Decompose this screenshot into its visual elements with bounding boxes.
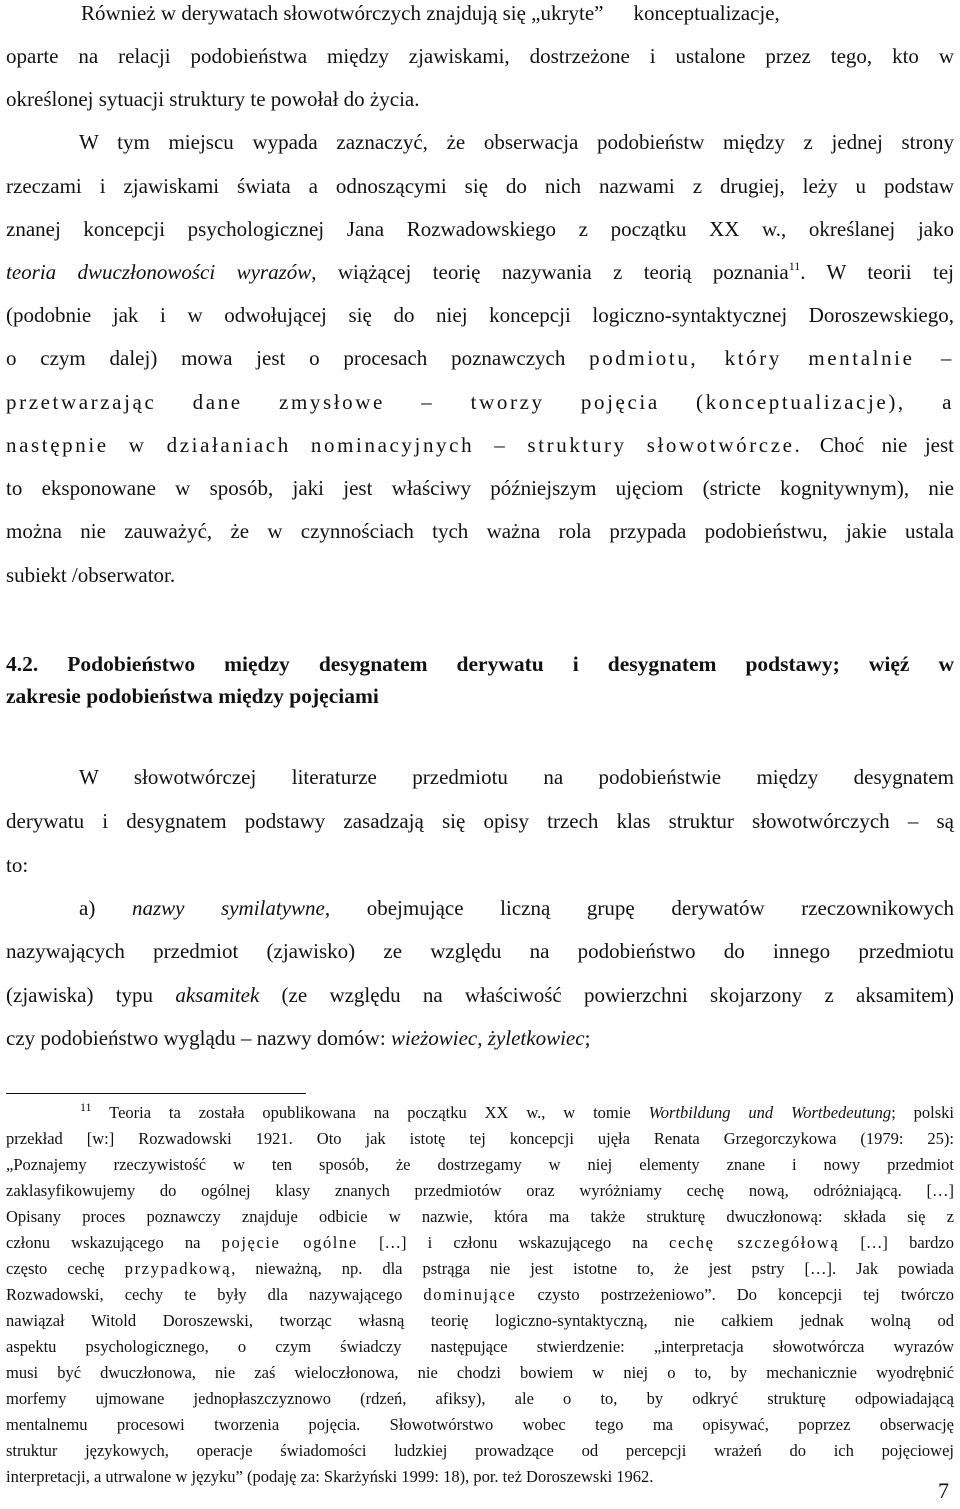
text-segment: (ze względu na właściwość powierzchni skojarzony z aksamitem) [259, 983, 954, 1007]
footnote-line: aspektu psychologicznego, o czym świadczy następujące stwierdzenie: „interpretacja słowotwórcza wyrazów [6, 1337, 954, 1356]
paragraph-line: znanej koncepcji psychologicznej Jana Rozwadowskiego z początku XX w., określanej jako [6, 217, 954, 241]
footnote-line [6, 1259, 954, 1279]
spaced-emphasis: cechę szczegółową [669, 1233, 840, 1252]
footnote-line: zaklasyfikowujemy do ogólnej klasy znanych przedmiotów oraz wyróżniamy cechę nową, odróżniającą. […] [6, 1181, 954, 1200]
paragraph-line: określonej sytuacji struktury te powołał do życia. [6, 87, 420, 111]
footnote-line: Opisany proces poznawczy znajduje odbicie w nazwie, która ma także strukturę dwuczłonową: składa się z [6, 1207, 954, 1226]
paragraph-line: przetwarzając dane zmysłowe – tworzy pojęcia (konceptualizacje), a [6, 390, 954, 414]
footnote-line: nawiązał Witold Doroszewski, tworząc własną teorię logiczno-syntaktyczną, nie całkiem jednak wolną od [6, 1311, 954, 1330]
text-segment: , nieważną, np. dla pstrąga nie jest istotne to, że jest pstry […]. Jak powiada [231, 1259, 954, 1278]
paragraph-line: derywatu i desygnatem podstawy zasadzają się opisy trzech klas struktur słowotwórczych – są [6, 809, 954, 833]
paragraph-line [6, 259, 954, 285]
paragraph-line: to eksponowane w sposób, jaki jest właściwy późniejszym ujęciom (stricte kognitywnym), nie [6, 476, 954, 500]
paragraph-line: rzeczami i zjawiskami świata a odnoszącymi się do nich nazwami z drugiej, leży u podstaw [6, 174, 954, 198]
text-segment: o czym dalej) mowa jest o procesach poznawczych [6, 346, 566, 370]
paragraph-line [6, 345, 954, 371]
text-segment: ; polski [891, 1103, 954, 1122]
paragraph-line: można nie zauważyć, że w czynnościach tych ważna rola przypada podobieństwu, jakie ustala [6, 519, 954, 543]
page-number: 7 [938, 1478, 949, 1503]
paragraph-line [6, 1025, 954, 1051]
italic-term: wieżowiec [390, 1026, 478, 1050]
text-segment: Choć nie jest [802, 433, 954, 457]
text-segment: czysto postrzeżeniowo”. Do koncepcji tej twórczo [516, 1285, 954, 1304]
footnote-line: przekład [w:] Rozwadowski 1921. Oto jak istotę tej koncepcji ujęła Renata Grzegorczykowa (1979: 25): [6, 1129, 954, 1148]
footnote-line: mentalnemu procesowi tworzenia pojęcia. Słowotwórstwo wobec tego ma opisywać, poprzez obserwację [6, 1415, 954, 1434]
spaced-emphasis: przypadkową [124, 1259, 232, 1278]
text-segment: […] i członu wskazującego na [357, 1233, 670, 1252]
paragraph-line: to: [6, 853, 29, 877]
footnote-line: morfemy ujmowane jednopłaszczyznowo (rdzeń, afiksy), ale o to, by odkryć strukturę odpowiadającą [6, 1389, 954, 1408]
text-segment: , wiążącej teorię nazywania z teorią poznania [311, 260, 789, 284]
paragraph-line: W tym miejscu wypada zaznaczyć, że obserwacja podobieństw między z jednej strony [79, 130, 954, 154]
footnote-line: „Poznajemy rzeczywistość w ten sposób, że dostrzegamy w niej elementy znane i nowy przedmiot [6, 1155, 954, 1174]
text-segment: czy podobieństwo wyglądu – nazwy domów: [6, 1026, 391, 1050]
text-segment: , obejmujące liczną grupę derywatów rzeczownikowych [324, 896, 955, 920]
italic-term: aksamitek [175, 983, 260, 1007]
footnote-line: musi być dwuczłonowa, nie zaś wieloczłonowa, nie chodzi bowiem w niej o to, by mechanicznie wyodrębnić [6, 1363, 954, 1382]
footnote-line: interpretacji, a utrwalone w języku” (podaję za: Skarżyński 1999: 18), por. też Doroszewski 1962. [6, 1467, 654, 1486]
footnote-line [80, 1100, 954, 1123]
text-segment: Rozwadowski, cechy te były dla nazywającego [6, 1285, 424, 1304]
footnote-line: struktur językowych, operacje świadomości ludzkiej prowadzące od percepcji wrażeń do ich pojęciowej [6, 1441, 954, 1460]
text-segment: Teoria ta została opublikowana na początku XX w., w tomie [91, 1103, 649, 1122]
paragraph-line: oparte na relacji podobieństwa między zjawiskami, dostrzeżone i ustalone przez tego, kto w [6, 44, 954, 68]
paragraph-line: subiekt /obserwator. [6, 563, 176, 587]
italic-title: Wortbildung und Wortbedeutung [648, 1103, 892, 1122]
text-segment: . W teorii tej [800, 260, 955, 284]
paragraph-line: (podobnie jak i w odwołującej się do niej koncepcji logiczno-syntaktycznej Doroszewskiego, [6, 303, 954, 327]
text-segment: (zjawiska) typu [6, 983, 176, 1007]
italic-term: nazwy symilatywne [131, 896, 325, 920]
text-segment: Również w derywatach słowotwórczych znajdują się „ukryte” [81, 1, 604, 25]
paragraph-line: W słowotwórczej literaturze przedmiotu na podobieństwie między desygnatem [79, 765, 954, 789]
text-segment: często cechę [6, 1259, 125, 1278]
text-segment: członu wskazującego na [6, 1233, 222, 1252]
footnote-number: 11 [80, 1100, 92, 1114]
italic-term: żyletkowiec [487, 1026, 585, 1050]
italic-term: teoria dwuczłonowości wyrazów [6, 260, 312, 284]
paragraph-line [6, 982, 954, 1008]
paragraph-line [6, 0, 954, 26]
text-segment: ; [584, 1026, 591, 1050]
spaced-emphasis: dominujące [423, 1285, 517, 1304]
footnote-separator [6, 1093, 306, 1094]
paragraph-line: nazywających przedmiot (zjawisko) ze względu na podobieństwo do innego przedmiotu [6, 939, 954, 963]
section-heading: zakresie podobieństwa między pojęciami [6, 684, 379, 708]
text-segment: , [477, 1026, 488, 1050]
text-segment: konceptualizacje, [633, 1, 780, 25]
footnote-reference[interactable]: 11 [788, 259, 801, 273]
list-marker: a) [79, 896, 132, 920]
spaced-emphasis: pojęcie ogólne [221, 1233, 358, 1252]
paragraph-line [6, 432, 954, 458]
section-heading: 4.2. Podobieństwo między desygnatem derywatu i desygnatem podstawy; więź w [6, 652, 954, 676]
spaced-emphasis: następnie w działaniach nominacyjnych – struktury słowotwórcze. [6, 433, 803, 457]
text-segment: […] bardzo [839, 1233, 954, 1252]
footnote-line [6, 1285, 954, 1305]
spaced-emphasis: podmiotu, który mentalnie – [589, 346, 954, 370]
footnote-line [6, 1233, 954, 1253]
list-item [79, 895, 954, 921]
